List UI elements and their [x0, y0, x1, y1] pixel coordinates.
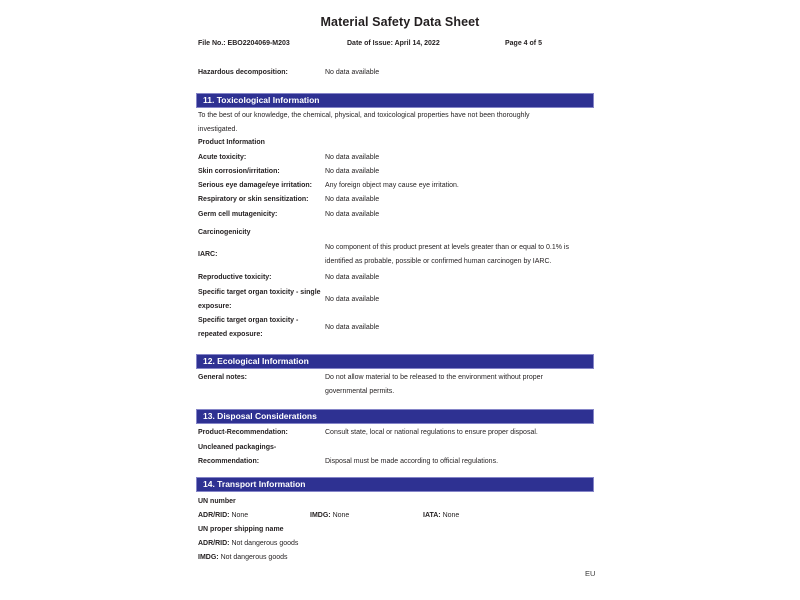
field-value: No data available: [325, 274, 380, 281]
field-value: Not dangerous goods: [220, 554, 288, 561]
shipping-name-heading: UN proper shipping name: [198, 526, 284, 533]
field-label: Reproductive toxicity:: [198, 274, 272, 281]
field-value: None: [332, 512, 350, 519]
field-value: Disposal must be made according to official regulations.: [325, 458, 499, 465]
file-number: File No.: EBO2204069-M203: [198, 40, 290, 47]
shipping-adr-rid: [198, 537, 298, 550]
germ-cell-row: [198, 208, 597, 222]
field-value: No data available: [325, 324, 380, 331]
field-label: Specific target organ toxicity - repeated exposure:: [198, 317, 299, 338]
field-label: IMDG:: [310, 512, 331, 519]
field-value: Not dangerous goods: [231, 540, 299, 547]
page-title: Material Safety Data Sheet: [320, 15, 480, 29]
section-13-header: 13. Disposal Considerations: [196, 409, 594, 424]
stot-single-row: [198, 286, 597, 314]
region-footer-label: EU: [585, 569, 596, 578]
field-label: ADR/RID:: [198, 540, 230, 547]
field-value: No data available: [325, 154, 380, 161]
field-value: Do not allow material to be released to the environment without proper governmental permits.: [325, 374, 543, 395]
field-label: Serious eye damage/eye irritation:: [198, 182, 312, 189]
section-12-header: 12. Ecological Information: [196, 354, 594, 369]
field-label: Germ cell mutagenicity:: [198, 211, 278, 218]
reproductive-toxicity-row: [198, 271, 597, 285]
field-label: IARC:: [198, 251, 218, 258]
un-number-imdg: [310, 509, 349, 522]
field-value: No component of this product present at levels greater than or equal to 0.1% is identified as probable, possible or confirmed human carcinogen by IARC.: [325, 244, 569, 265]
field-value: No data available: [325, 211, 380, 218]
stot-repeated-row: [198, 314, 597, 342]
field-value: None: [231, 512, 249, 519]
field-value: No data available: [325, 296, 380, 303]
section-11-header: 11. Toxicological Information: [196, 93, 594, 108]
field-label: General notes:: [198, 374, 248, 381]
acute-toxicity-row: [198, 151, 597, 165]
carcinogenicity-heading: Carcinogenicity: [198, 229, 251, 236]
un-number-iata: [423, 509, 459, 522]
iarc-row: [198, 241, 597, 269]
field-label: Uncleaned packagings-Recommendation:: [198, 444, 277, 465]
field-label: Specific target organ toxicity - single exposure:: [198, 289, 321, 310]
field-value: Consult state, local or national regulations to ensure proper disposal.: [325, 429, 538, 436]
shipping-imdg: [198, 551, 288, 564]
date-of-issue: Date of Issue: April 14, 2022: [347, 40, 440, 47]
field-label: Skin corrosion/irritation:: [198, 168, 280, 175]
sensitization-row: [198, 193, 597, 207]
field-label: ADR/RID:: [198, 512, 230, 519]
field-label: Hazardous decomposition:: [198, 69, 288, 76]
un-number-heading: UN number: [198, 498, 236, 505]
eye-damage-row: [198, 179, 597, 193]
product-recommendation-row: [198, 426, 597, 440]
field-value: No data available: [325, 168, 380, 175]
uncleaned-packagings-row: [198, 441, 597, 469]
field-label: IATA:: [423, 512, 441, 519]
un-number-adr-rid: [198, 509, 248, 522]
field-label: Respiratory or skin sensitization:: [198, 196, 309, 203]
skin-corrosion-row: [198, 165, 597, 179]
field-value: None: [442, 512, 460, 519]
field-value: Any foreign object may cause eye irritation.: [325, 182, 459, 189]
general-notes-row: [198, 371, 565, 399]
field-value: No data available: [325, 196, 380, 203]
hazardous-decomposition-row: [198, 66, 597, 80]
field-label: Acute toxicity:: [198, 154, 247, 161]
field-value: No data available: [325, 69, 380, 76]
section-14-header: 14. Transport Information: [196, 477, 594, 492]
page-number: Page 4 of 5: [505, 40, 542, 47]
toxicology-intro: To the best of our knowledge, the chemical, physical, and toxicological properties have not been thoroughly investigated.: [198, 112, 530, 133]
field-label: Product-Recommendation:: [198, 429, 288, 436]
field-label: IMDG:: [198, 554, 219, 561]
product-information-heading: Product Information: [198, 139, 265, 146]
